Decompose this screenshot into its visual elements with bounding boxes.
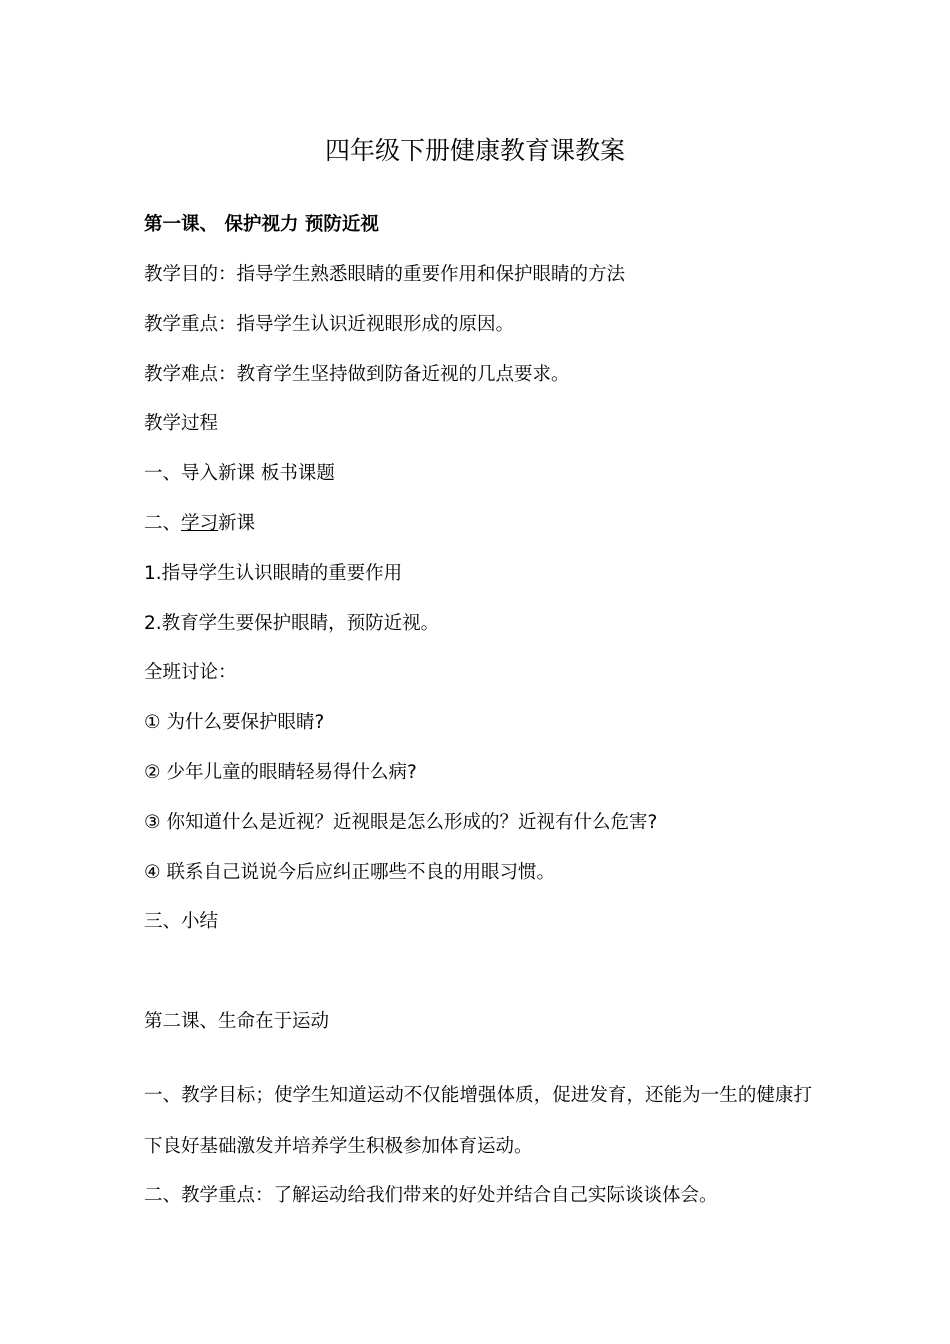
lesson2-heading: 第二课、生命在于运动 [144,1011,330,1032]
lesson1-question-2: ② 少年儿童的眼睛轻易得什么病? [144,762,417,783]
lesson1-process-label: 教学过程 [144,413,219,434]
lesson1-step2 [144,511,255,537]
step2-suffix: 新课 [218,513,256,534]
lesson1-difficulty: 教学难点：教育学生坚持做到防备近视的几点要求。 [144,364,570,385]
lesson1-question-1: ① 为什么要保护眼睛? [144,712,325,733]
lesson1-step3: 三、小结 [144,911,219,932]
lesson1-goal: 教学目的：指导学生熟悉眼睛的重要作用和保护眼睛的方法 [144,264,626,285]
lesson1-heading: 第一课、 保护视力 预防近视 [144,214,379,235]
lesson1-question-4: ④ 联系自己说说今后应纠正哪些不良的用眼习惯。 [144,862,555,883]
lesson1-step1: 一、导入新课 板书课题 [144,463,335,484]
step2-underlined: 学习 [181,513,219,534]
lesson1-question-3: ③ 你知道什么是近视？近视眼是怎么形成的？近视有什么危害? [144,812,658,833]
lesson2-key-point: 二、教学重点：了解运动给我们带来的好处并结合自己实际谈谈体会。 [144,1185,718,1206]
document-title: 四年级下册健康教育课教案 [324,136,625,165]
lesson1-key-point: 教学重点：指导学生认识近视眼形成的原因。 [144,314,515,335]
lesson2-goal-line2: 下良好基础激发并培养学生积极参加体育运动。 [144,1136,533,1157]
lesson1-item1: 1.指导学生认识眼睛的重要作用 [144,563,403,584]
lesson1-item2: 2.教育学生要保护眼睛，预防近视。 [144,613,440,634]
step2-prefix: 二、 [144,513,182,534]
lesson1-discussion-label: 全班讨论： [144,662,237,683]
lesson2-goal-line1: 一、教学目标；使学生知道运动不仅能增强体质，促进发育，还能为一生的健康打 [144,1085,812,1106]
